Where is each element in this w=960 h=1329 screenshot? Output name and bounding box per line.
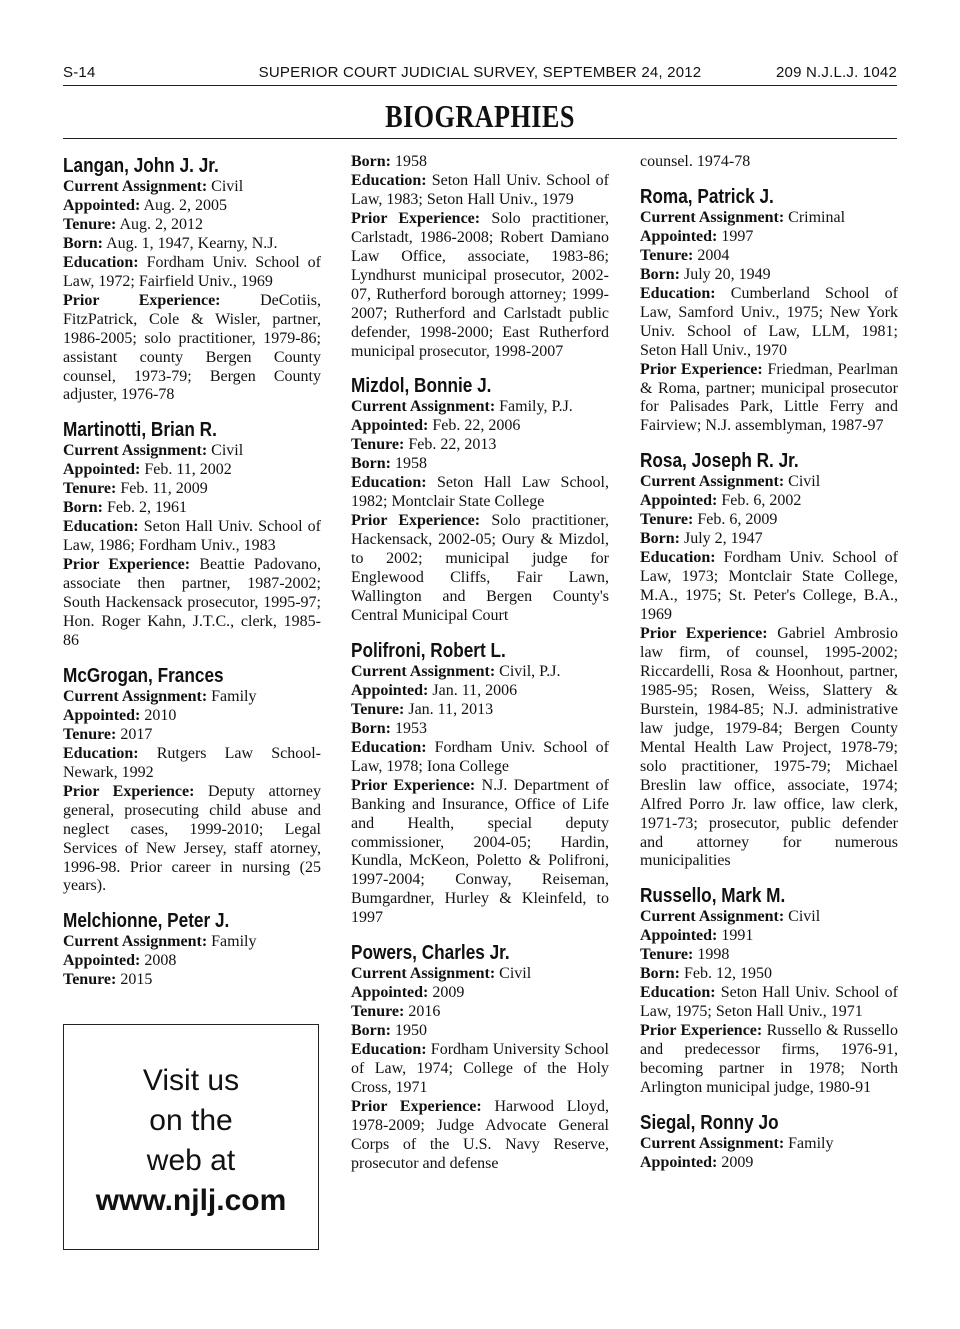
education-field [351,172,609,210]
education-label: Education: [351,171,427,189]
prior-label: Prior Experience: [351,209,481,227]
judge-name: Polifroni, Robert L. [351,639,506,662]
appointed-value: 1997 [721,227,754,245]
appointed-label: Appointed: [640,492,718,510]
assignment-value: Family [211,933,257,951]
prior-label: Prior Experience: [640,360,763,378]
tenure-value: Jan. 11, 2013 [408,700,494,718]
assignment-field [640,473,898,492]
prior-label: Prior Experience: [351,776,476,794]
assignment-label: Current Assignment: [640,1134,785,1152]
prior-field [351,1098,609,1174]
tenure-value: Feb. 6, 2009 [697,511,778,529]
education-field [63,254,321,292]
tenure-value: 1998 [697,946,730,964]
bio-entry [640,1112,898,1173]
born-field [640,266,898,285]
education-value: Fordham Univ. School of Law, 1973; Montclair State College, M.A., 1975; St. Peter's College, B.A., 1969 [640,549,898,624]
assignment-label: Current Assignment: [640,908,785,926]
born-field [640,965,898,984]
judge-name: Roma, Patrick J. [640,185,774,208]
born-value: 1958 [395,153,427,170]
born-value: 1953 [395,719,427,737]
web-ad-box[interactable] [63,1024,319,1250]
prior-value: DeCotiis, FitzPatrick, Cole & Wisler, partner, 1986-2005; solo practitioner, 1979-86; assistant county Bergen County counsel, 1973-79; Bergen County adjuster, 1976-78 [63,291,321,404]
education-field [640,285,898,361]
appointed-value: Feb. 11, 2002 [144,461,232,479]
born-label: Born: [640,530,680,548]
assignment-label: Current Assignment: [63,687,208,705]
judge-name: Mizdol, Bonnie J. [351,375,492,398]
tenure-value: Aug. 2, 2012 [119,215,204,233]
page-number: S-14 [63,64,96,81]
appointed-label: Appointed: [63,196,141,214]
assignment-value: Civil [211,442,244,460]
education-label: Education: [63,253,139,271]
bio-entry [640,186,898,436]
appointed-label: Appointed: [351,681,429,699]
section-rule [63,138,897,139]
tenure-label: Tenure: [63,215,117,233]
appointed-field [351,984,609,1003]
column-2 [351,153,609,1188]
assignment-label: Current Assignment: [351,965,496,983]
prior-field [351,777,609,929]
tenure-field [640,511,898,530]
born-field [640,530,898,549]
ad-website-link[interactable]: www.njlj.com [95,1184,287,1217]
education-value: Cumberland School of Law, Samford Univ., 1975; New York Univ. School of Law, LLM, 1981; Seton Hall Univ., 1970 [640,284,898,359]
assignment-label: Current Assignment: [63,933,208,951]
bio-entry [63,419,321,650]
prior-field [351,512,609,626]
prior-label: Prior Experience: [351,1097,482,1115]
prior-label: Prior Experience: [63,556,191,574]
education-label: Education: [351,738,427,756]
bio-entry [351,640,609,928]
education-field [640,984,898,1022]
ad-line-2: on the [149,1104,233,1137]
tenure-field [640,247,898,266]
assignment-field [63,688,321,707]
tenure-label: Tenure: [63,971,117,989]
assignment-field [351,663,609,682]
born-field [351,720,609,739]
publication-title: SUPERIOR COURT JUDICIAL SURVEY, SEPTEMBER 24, 2012 [258,64,702,81]
judge-name: Melchionne, Peter J. [63,910,230,933]
education-label: Education: [351,474,427,492]
tenure-value: 2016 [408,1003,441,1021]
born-value: 1958 [395,455,427,473]
appointed-label: Appointed: [640,1153,718,1171]
appointed-field [640,492,898,511]
appointed-field [351,682,609,701]
bio-entry [63,910,321,990]
column-3 [640,153,898,1187]
tenure-field [351,701,609,720]
tenure-field [63,480,321,499]
prior-value: Deputy attorney general, prosecuting child abuse and neglect cases, 1999-2010; Legal Services of New Jersey, staff atorney, 1996-98. Prior career in nursing (25 years). [63,782,322,895]
appointed-label: Appointed: [640,227,718,245]
assignment-field [351,965,609,984]
prior-label: Prior Experience: [63,291,221,309]
appointed-field [640,1154,898,1173]
tenure-label: Tenure: [351,1003,405,1021]
tenure-label: Tenure: [351,700,405,718]
born-value: July 20, 1949 [684,265,771,283]
appointed-field [63,461,321,480]
prior-value: Beattie Padovano, associate then partner, 1987-2002; South Hackensack prosecutor, 1995-97; Hon. Roger Kahn, J.T.C., clerk, 1985-86 [63,556,322,649]
appointed-field [351,417,609,436]
education-label: Education: [63,744,139,762]
assignment-value: Family, P.J. [499,398,573,416]
bio-entry [351,375,609,625]
appointed-field [640,927,898,946]
education-label: Education: [640,984,716,1002]
appointed-value: Feb. 6, 2002 [721,492,802,510]
prior-field [63,556,321,651]
appointed-value: Aug. 2, 2005 [143,196,228,214]
born-value: Feb. 2, 1961 [107,499,187,517]
judge-name: McGrogan, Frances [63,664,224,687]
appointed-label: Appointed: [63,952,141,970]
born-label: Born: [640,265,680,283]
appointed-label: Appointed: [351,984,429,1002]
judge-name: Russello, Mark M. [640,885,786,908]
bio-entry [63,665,321,896]
continued-text: counsel. 1974-78 [640,153,751,170]
judge-name: Powers, Charles Jr. [351,942,510,965]
prior-value: Russello & Russello and predecessor firms, 1976-91, becoming partner in 1978; North Arlington municipal judge, 1980-91 [640,1022,898,1096]
education-value: Seton Hall Univ. School of Law, 1983; Seton Hall Univ., 1979 [351,171,609,208]
born-label: Born: [351,153,391,170]
born-field [351,1022,609,1041]
ad-line-1: Visit us [142,1064,240,1097]
tenure-field [63,726,321,745]
appointed-value: 2009 [721,1153,754,1171]
column-1 [63,153,321,1004]
bio-entry [640,450,898,871]
prior-label: Prior Experience: [63,782,195,800]
appointed-label: Appointed: [351,417,429,435]
born-value: July 2, 1947 [684,530,763,548]
tenure-field [351,1003,609,1022]
prior-field [640,361,898,437]
born-label: Born: [351,1022,391,1040]
prior-value: Harwood Lloyd, 1978-2009; Judge Advocate General Corps of the U.S. Navy Reserve, prosecutor and defense [351,1097,609,1172]
born-field [351,153,609,172]
education-value: Seton Hall Law School, 1982; Montclair State College [351,474,609,511]
appointed-field [63,197,321,216]
ad-line-3: web at [146,1144,236,1177]
born-field [63,235,321,254]
bio-entry [351,153,609,361]
assignment-field [351,398,609,417]
assignment-field [640,209,898,228]
assignment-value: Family [788,1134,834,1152]
appointed-label: Appointed: [640,927,718,945]
assignment-value: Civil [788,908,821,926]
tenure-label: Tenure: [63,480,117,498]
assignment-value: Civil [788,473,821,491]
appointed-value: 2008 [144,952,177,970]
tenure-field [351,436,609,455]
bio-entry [63,155,321,405]
education-field [351,739,609,777]
header-rule [63,85,897,86]
born-label: Born: [63,234,103,252]
tenure-label: Tenure: [640,511,694,529]
born-field [63,499,321,518]
appointed-field [640,228,898,247]
prior-label: Prior Experience: [640,1022,763,1040]
appointed-value: Jan. 11, 2006 [432,681,518,699]
education-label: Education: [63,518,139,536]
tenure-value: Feb. 11, 2009 [120,480,208,498]
born-value: Feb. 12, 1950 [684,965,772,983]
assignment-label: Current Assignment: [640,473,785,491]
assignment-field [640,1135,898,1154]
tenure-label: Tenure: [351,436,405,454]
judge-name: Rosa, Joseph R. Jr. [640,450,799,473]
prior-value: Solo practitioner, Hackensack, 2002-05; Oury & Mizdol, to 2002; municipal judge for Englewood Cliffs, Fair Lawn, Wallington and Bergen County's Central Municipal Court [351,512,609,624]
education-field [351,474,609,512]
education-label: Education: [351,1041,427,1059]
assignment-value: Family [211,687,257,705]
prior-field [63,783,321,897]
education-value: Seton Hall Univ. School of Law, 1975; Seton Hall Univ., 1971 [640,984,898,1021]
assignment-value: Criminal [788,208,846,226]
education-field [63,745,321,783]
assignment-field [63,178,321,197]
tenure-value: 2017 [120,725,153,743]
bio-entry [351,942,609,1173]
born-label: Born: [351,455,391,473]
prior-value: Friedman, Pearlman & Roma, partner; municipal prosecutor for Palisades Park, Little Ferry and Fairview; N.J. assemblyman, 1987-97 [640,360,898,435]
education-value: Fordham University School of Law, 1974; College of the Holy Cross, 1971 [351,1041,609,1096]
appointed-value: 2009 [432,984,465,1002]
tenure-value: 2004 [697,246,730,264]
prior-value: N.J. Department of Banking and Insurance, Office of Life and Health, special deputy commissioner, 2004-05; Hardin, Kundla, McKeon, Poletto & Polifroni, 1997-2004; Conway, Reiseman, Bumgardner, Hurley & Kleinfeld, to 1997 [351,776,609,927]
judge-name: Martinotti, Brian R. [63,419,217,442]
tenure-label: Tenure: [640,246,694,264]
education-field [63,518,321,556]
education-field [640,549,898,625]
born-value: Aug. 1, 1947, Kearny, N.J. [106,234,278,252]
born-label: Born: [351,719,391,737]
appointed-value: Feb. 22, 2006 [432,417,521,435]
education-label: Education: [640,284,716,302]
assignment-field [63,442,321,461]
assignment-value: Civil [499,965,532,983]
prior-label: Prior Experience: [640,625,768,643]
appointed-value: 2010 [144,706,177,724]
born-field [351,455,609,474]
tenure-field [63,971,321,990]
judge-name: Siegal, Ronny Jo [640,1111,779,1134]
prior-field [640,1022,898,1098]
education-field [351,1041,609,1098]
tenure-field [63,216,321,235]
born-label: Born: [640,965,680,983]
appointed-field [63,707,321,726]
prior-label: Prior Experience: [351,512,481,530]
assignment-field [640,908,898,927]
tenure-label: Tenure: [640,946,694,964]
assignment-label: Current Assignment: [351,398,496,416]
assignment-field [63,933,321,952]
prior-value: Gabriel Ambrosio law firm, of counsel, 1995-2002; Riccardelli, Rosa & Hoonhout, partner, 1985-95; Rosen, Weiss, Slattery & Burstein, 1984-85; N.J. administrative law judge, 1979-84; Bergen County Mental Health Law Project, 1978-79; solo practitioner, 1975-79; Michael Breslin law office, associate, 1974; Alfred Porro Jr. law office, law clerk, 1971-73; prosecutor, public defender and attorney for numerous municipalities [640,625,898,870]
prior-field [63,292,321,406]
tenure-value: Feb. 22, 2013 [408,436,497,454]
assignment-label: Current Assignment: [351,662,496,680]
running-header [63,64,897,86]
prior-field [640,625,898,871]
education-label: Education: [640,549,716,567]
assignment-value: Civil, P.J. [499,662,561,680]
assignment-label: Current Assignment: [63,442,208,460]
education-value: Rutgers Law School-Newark, 1992 [63,744,322,781]
assignment-label: Current Assignment: [640,208,785,226]
appointed-label: Appointed: [63,706,141,724]
bio-entry [640,153,898,172]
prior-value: Solo practitioner, Carlstadt, 1986-2008; Robert Damiano Law Office, associate, 1983-86; Lyndhurst municipal prosecutor, 2002-07, Rutherford borough attorney; 1999-2007; Rutherford and Carlstadt public defender, 1998-2000; East Rutherford municipal prosecutor, 1998-2007 [351,209,609,360]
education-value: Seton Hall Univ. School of Law, 1986; Fordham Univ., 1983 [63,518,321,555]
education-value: Fordham Univ. School of Law, 1972; Fairfield Univ., 1969 [63,253,321,290]
appointed-value: 1991 [721,927,754,945]
tenure-label: Tenure: [63,725,117,743]
tenure-value: 2015 [120,971,153,989]
education-value: Fordham Univ. School of Law, 1978; Iona College [351,738,609,775]
bio-entry [640,885,898,1098]
born-label: Born: [63,499,103,517]
prior-field [351,210,609,362]
appointed-label: Appointed: [63,461,141,479]
tenure-field [640,946,898,965]
born-value: 1950 [395,1022,427,1040]
judge-name: Langan, John J. Jr. [63,155,219,177]
section-title: BIOGRAPHIES [385,98,575,134]
appointed-field [63,952,321,971]
assignment-value: Civil [211,178,244,195]
citation-reference: 209 N.J.L.J. 1042 [776,64,897,81]
assignment-label: Current Assignment: [63,178,208,195]
